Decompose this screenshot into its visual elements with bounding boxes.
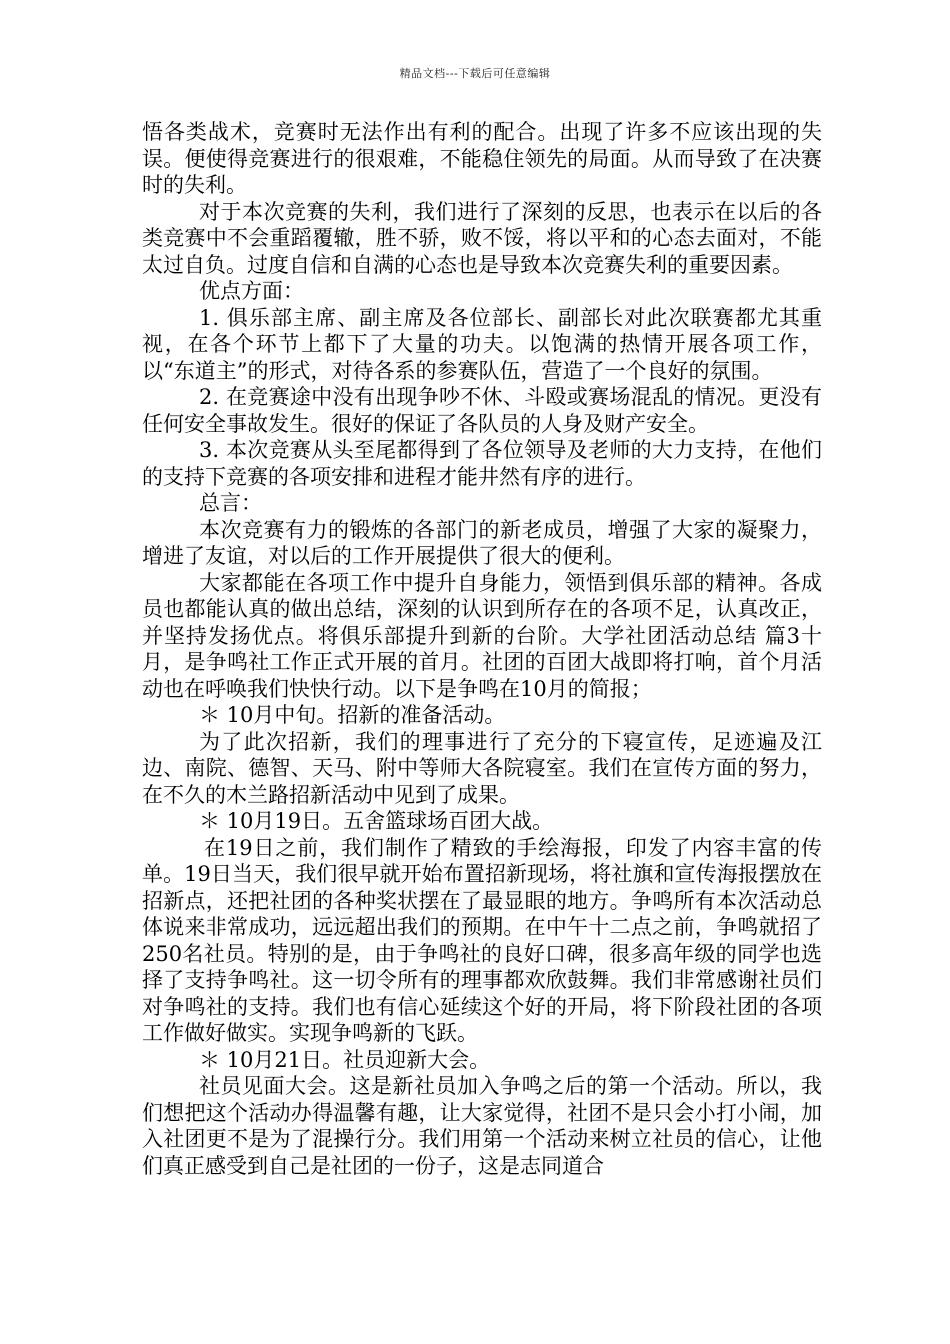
bullet-item: ＊ 10月中旬。招新的准备活动。 bbox=[199, 703, 506, 727]
paragraph: 悟各类战术，竞赛时无法作出有利的配合。出现了许多不应该出现的失误。便使得竞赛进行的很艰难，不能稳住领先的局面。从而导致了在决赛时的失利。 bbox=[142, 120, 822, 197]
paragraph: 为了此次招新，我们的理事进行了充分的下寝宣传，足迹遍及江边、南院、德智、天马、附中等师大各院寝室。我们在宣传方面的努力，在不久的木兰路招新活动中见到了成果。 bbox=[142, 729, 822, 807]
paragraph: 大家都能在各项工作中提升自身能力，领悟到俱乐部的精神。各成员也都能认真的做出总结，深刻的认识到所存在的各项不足，认真改正，并坚持发扬优点。将俱乐部提升到新的台阶。大学社团活动总结 篇3十月，是争鸣社工作正式开展的首月。社团的百团大战即将打响，首个月活动也在呼唤我们快快行动。以下是争鸣在10月的简报； bbox=[142, 570, 822, 701]
list-item: 3. 本次竞赛从头至尾都得到了各位领导及老师的大力支持，在他们的支持下竞赛的各项安排和进程才能井然有序的进行。 bbox=[142, 438, 822, 489]
list-item: 2. 在竞赛途中没有出现争吵不休、斗殴或赛场混乱的情况。更没有任何安全事故发生。很好的保证了各队员的人身及财产安全。 bbox=[142, 385, 822, 436]
paragraph: 本次竞赛有力的锻炼的各部门的新老成员，增强了大家的凝聚力，增进了友谊，对以后的工作开展提供了很大的便利。 bbox=[142, 517, 822, 568]
bullet-item: ＊ 10月21日。社员迎新大会。 bbox=[199, 1047, 491, 1072]
paragraph: 在19日之前，我们制作了精致的手绘海报，印发了内容丰富的传单。19日当天，我们很早就开始布置招新现场，将社旗和宣传海报摆放在招新点，还把社团的各种奖状摆在了最显眼的地方。争鸣所有本次活动总体说来非常成功，远远超出我们的预期。在中午十二点之前，争鸣就招了250名社员。特别的是，由于争鸣社的良好口碑，很多高年级的同学也选择了支持争鸣社。这一切令所有的理事都欢欣鼓舞。我们非常感谢社员们对争鸣社的支持。我们也有信心延续这个好的开局，将下阶段社团的各项工作做好做实。实现争鸣新的飞跃。 bbox=[142, 835, 822, 1045]
document-body bbox=[142, 119, 822, 1179]
section-heading: 优点方面： bbox=[199, 279, 304, 303]
paragraph: 社员见面大会。这是新社员加入争鸣之后的第一个活动。所以，我们想把这个活动办得温馨有趣，让大家觉得，社团不是只会小打小闹，加入社团更不是为了混操行分。我们用第一个活动来树立社员的信心，让他们真正感受到自己是社团的一份子，这是志同道合 bbox=[142, 1074, 822, 1178]
section-heading: 总言： bbox=[199, 491, 262, 515]
bullet-item: ＊ 10月19日。五舍篮球场百团大战。 bbox=[199, 809, 554, 833]
list-item: 1. 俱乐部主席、副主席及各位部长、副部长对此次联赛都尤其重视，在各个环节上都下了大量的功夫。以饱满的热情开展各项工作，以“东道主”的形式，对待各系的参赛队伍，营造了一个良好的氛围。 bbox=[142, 305, 822, 383]
page-header: 精品文档---下载后可任意编辑 bbox=[399, 67, 551, 80]
paragraph: 对于本次竞赛的失利，我们进行了深刻的反思，也表示在以后的各类竞赛中不会重蹈覆辙，胜不骄，败不馁，将以平和的心态去面对，不能太过自负。过度自信和自满的心态也是导致本次竞赛失利的重要因素。 bbox=[142, 199, 822, 277]
